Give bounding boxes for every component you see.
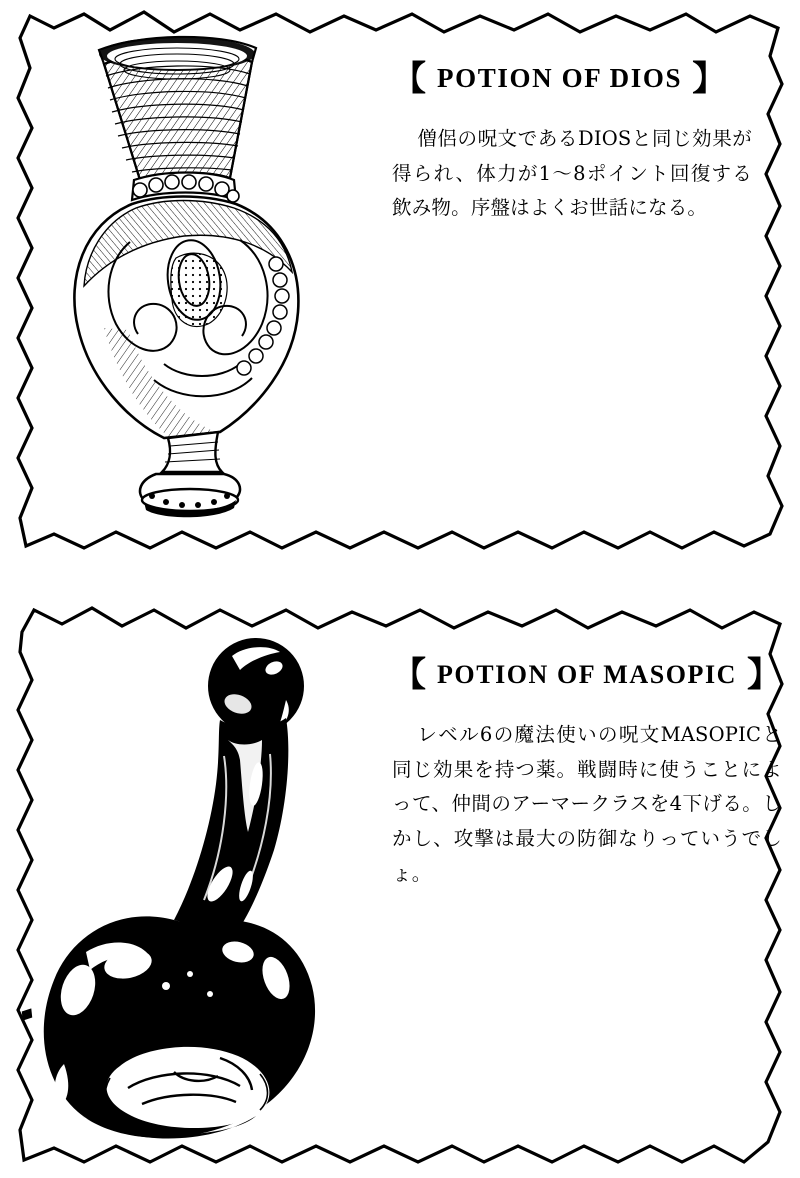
bracket-open-icon: 【 [392, 58, 427, 99]
item-description: 僧侶の呪文であるDIOSと同じ効果が得られ、体力が1〜8ポイント回復する飲み物。序盤はよくお世話になる。 [392, 126, 752, 220]
black-gourd-flask-illustration [24, 634, 374, 1144]
item-card-potion-of-masopic [14, 604, 786, 1170]
item-description: レベル6の魔法使いの呪文MASOPICと同じ効果を持つ薬。戦闘時に使うことによって、仲間のアーマークラスを4下げる。しかし、攻撃は最大の防御なりっていうでしょ。 [392, 722, 782, 885]
item-title-text: POTION OF DIOS [436, 63, 683, 94]
text-column [386, 8, 786, 554]
item-title [392, 654, 782, 695]
item-title [392, 58, 752, 99]
artwork-column [14, 604, 386, 1170]
bracket-open-icon: 【 [392, 654, 427, 695]
text-column [386, 604, 800, 1170]
bracket-close-icon: 】 [692, 58, 728, 99]
ornate-potion-vase-illustration [44, 28, 364, 528]
artwork-column [14, 8, 386, 554]
item-title-text: POTION OF MASOPIC [436, 659, 737, 689]
item-card-potion-of-dios [14, 8, 786, 554]
bracket-close-icon: 】 [746, 654, 782, 695]
